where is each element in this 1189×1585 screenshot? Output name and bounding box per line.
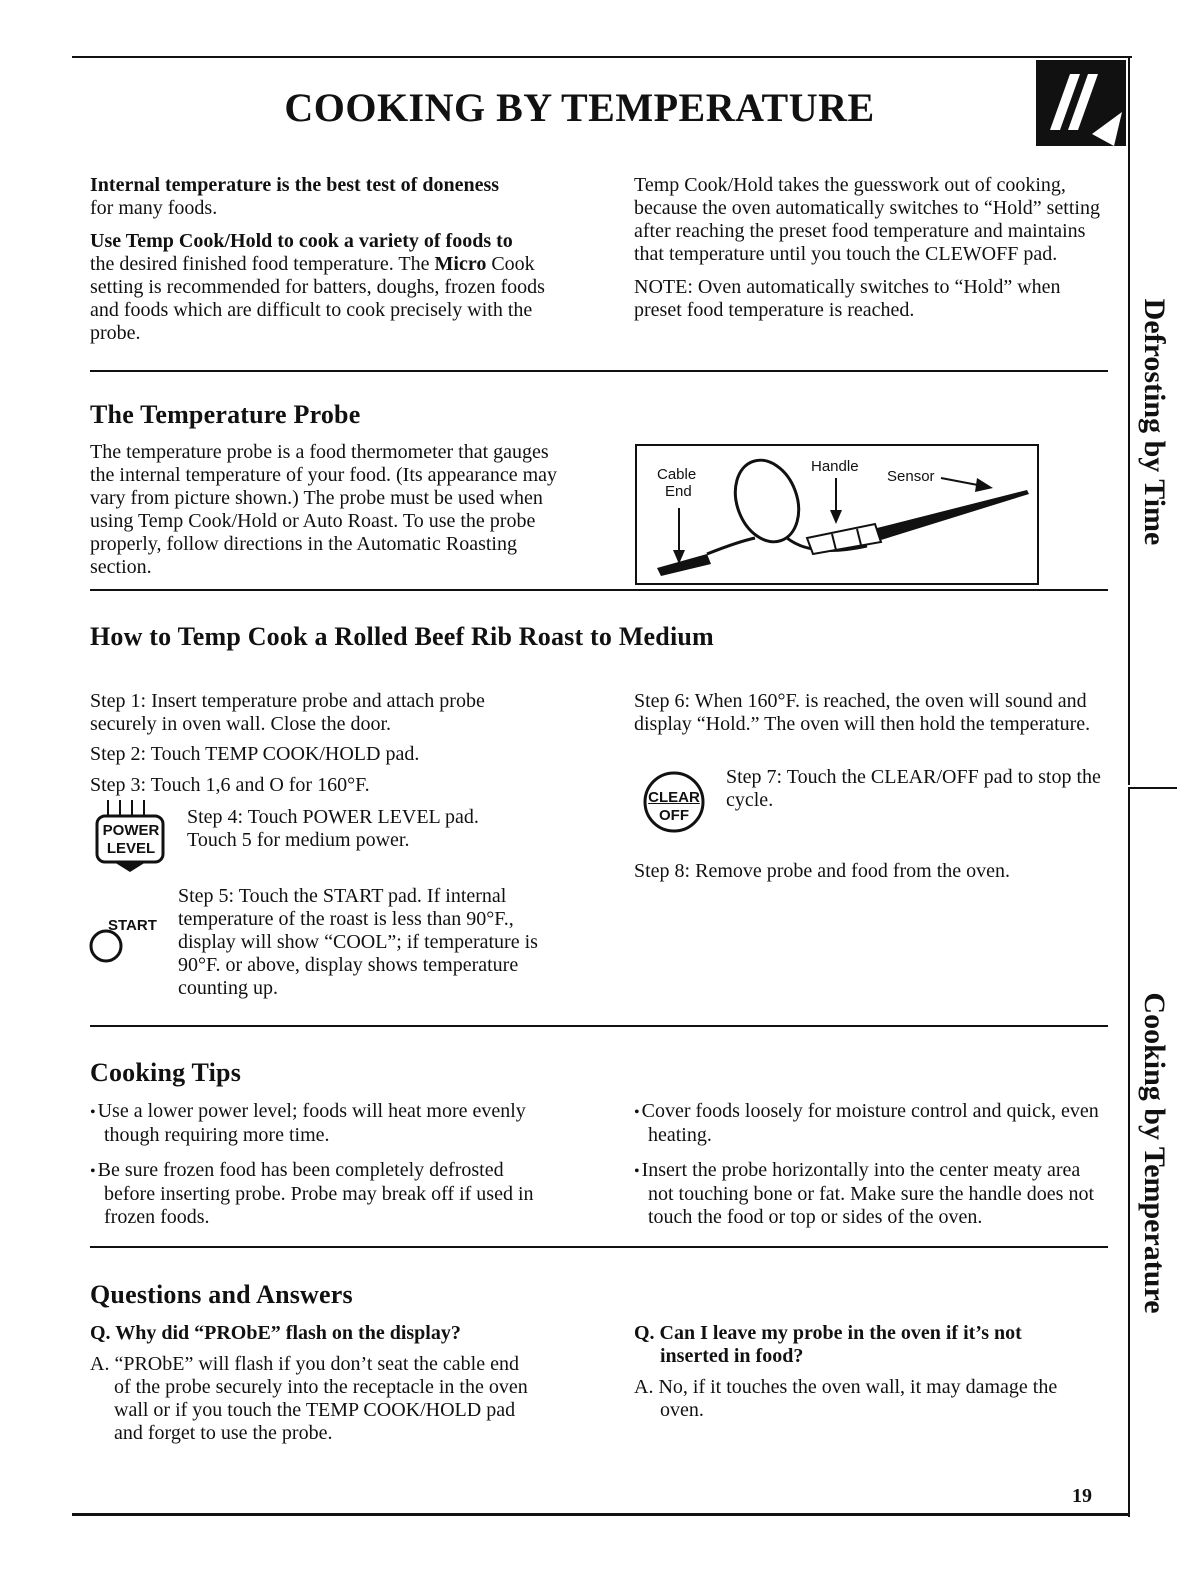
tip-item: • Cover foods loosely for moisture control and quick, even heating. [634, 1100, 1104, 1147]
divider-2 [90, 589, 1108, 591]
power-icon-line2: LEVEL [106, 840, 156, 857]
side-tab-cooking-label: Cooking by Temperature [1137, 992, 1171, 1314]
howto-heading: How to Temp Cook a Rolled Beef Rib Roast to Medium [90, 622, 714, 651]
side-tab-defrosting [1128, 58, 1177, 785]
probe-text: The temperature probe is a food thermometer that gauges the internal temperature of your food. (Its appearance may vary from picture shown.) The probe must be used when using Temp Cook/Hold or Auto Roast. To use the probe properly, follow directions in the Automatic Roasting section. [90, 441, 558, 578]
qa-a2: A. No, if it touches the oven wall, it may damage the oven. [634, 1376, 1058, 1421]
qa-right [634, 1322, 1074, 1422]
qa-q2: Q. Can I leave my probe in the oven if it’s not inserted in food? [634, 1322, 1022, 1367]
tip-item: • Use a lower power level; foods will heat more evenly though requiring more time. [90, 1100, 555, 1147]
howto-step5: Step 5: Touch the START pad. If internal temperature of the roast is less than 90°F., display will show “COOL”; if temperature is 90°F. or above, display shows temperature counting up. [178, 885, 538, 999]
intro-right-note: NOTE: Oven automatically switches to “Hold” when preset food temperature is reached. [634, 276, 1061, 321]
howto-step7: Step 7: Touch the CLEAR/OFF pad to stop the cycle. [726, 766, 1101, 811]
tips-heading: Cooking Tips [90, 1058, 242, 1087]
intro-p2-a: the desired finished food temperature. The [90, 253, 435, 275]
start-icon [88, 912, 158, 968]
howto-step6: Step 6: When 160°F. is reached, the oven will sound and display “Hold.” The oven will then hold the temperature. [634, 690, 1091, 735]
power-icon-line1: POWER [102, 822, 160, 839]
clear-icon-line2: OFF [659, 807, 689, 824]
tip-item: • Be sure frozen food has been completely defrosted before inserting probe. Probe may break off if used in frozen foods. [90, 1159, 555, 1229]
probe-figure [635, 444, 1039, 585]
divider-4 [90, 1246, 1108, 1248]
page-title: COOKING BY TEMPERATURE [284, 85, 875, 130]
probe-label-end: End [665, 483, 692, 500]
probe-label-sensor: Sensor [887, 468, 935, 485]
intro-p2-micro: Micro [434, 253, 487, 275]
side-tab-cooking [1128, 787, 1177, 1517]
tips-left [90, 1100, 555, 1241]
power-level-icon [94, 798, 168, 874]
intro-p2-bold: Use Temp Cook/Hold to cook a variety of foods to [90, 230, 513, 252]
clear-icon-line1: CLEAR [648, 789, 700, 806]
probe-drawing [637, 446, 1037, 583]
bottom-rule [72, 1513, 1176, 1516]
probe-heading: The Temperature Probe [90, 400, 361, 429]
side-tab-defrosting-label: Defrosting by Time [1137, 298, 1171, 545]
intro-p2 [90, 230, 560, 345]
intro-p2-b: Cook setting is recommended for batters, doughs, frozen foods and foods which are difficult to cook precisely with the probe. [90, 253, 545, 344]
howto-step1: Step 1: Insert temperature probe and attach probe securely in oven wall. Close the door. [90, 690, 485, 735]
qa-a1: A. “PRObE” will flash if you don’t seat the cable end of the probe securely into the receptacle in the oven wall or if you touch the TEMP COOK/HOLD pad and forget to use the probe. [90, 1353, 528, 1444]
clear-off-icon [636, 770, 712, 834]
tips-right [634, 1100, 1104, 1241]
tip-item: • Insert the probe horizontally into the center meaty area not touching bone or fat. Make sure the handle does not touch the food or top or sides of the oven. [634, 1159, 1104, 1229]
qa-left [90, 1322, 535, 1445]
page-number: 19 [1072, 1485, 1092, 1507]
intro-right-p1: Temp Cook/Hold takes the guesswork out of cooking, because the oven automatically switches to “Hold” setting after reaching the preset food temperature and maintains that temperature until you touch the CLEWOFF pad. [634, 174, 1100, 265]
divider-1 [90, 370, 1108, 372]
howto-step2: Step 2: Touch TEMP COOK/HOLD pad. [90, 743, 420, 765]
howto-step4: Step 4: Touch POWER LEVEL pad. Touch 5 for medium power. [187, 806, 479, 851]
intro-p1-bold: Internal temperature is the best test of doneness [90, 174, 500, 196]
intro-left [90, 174, 560, 345]
qa-q1: Q. Why did “PRObE” flash on the display? [90, 1322, 461, 1344]
probe-label-handle: Handle [811, 458, 859, 475]
start-icon-label: START [108, 917, 157, 934]
top-rule [72, 56, 1132, 58]
howto-step3: Step 3: Touch 1,6 and O for 160°F. [90, 774, 370, 796]
probe-label-cable: Cable [657, 466, 697, 483]
intro-p1-rest: for many foods. [90, 197, 218, 219]
qa-heading: Questions and Answers [90, 1280, 353, 1309]
intro-right [634, 174, 1104, 322]
intro-p1 [90, 174, 560, 220]
howto-step8: Step 8: Remove probe and food from the oven. [634, 860, 1011, 882]
divider-3 [90, 1025, 1108, 1027]
